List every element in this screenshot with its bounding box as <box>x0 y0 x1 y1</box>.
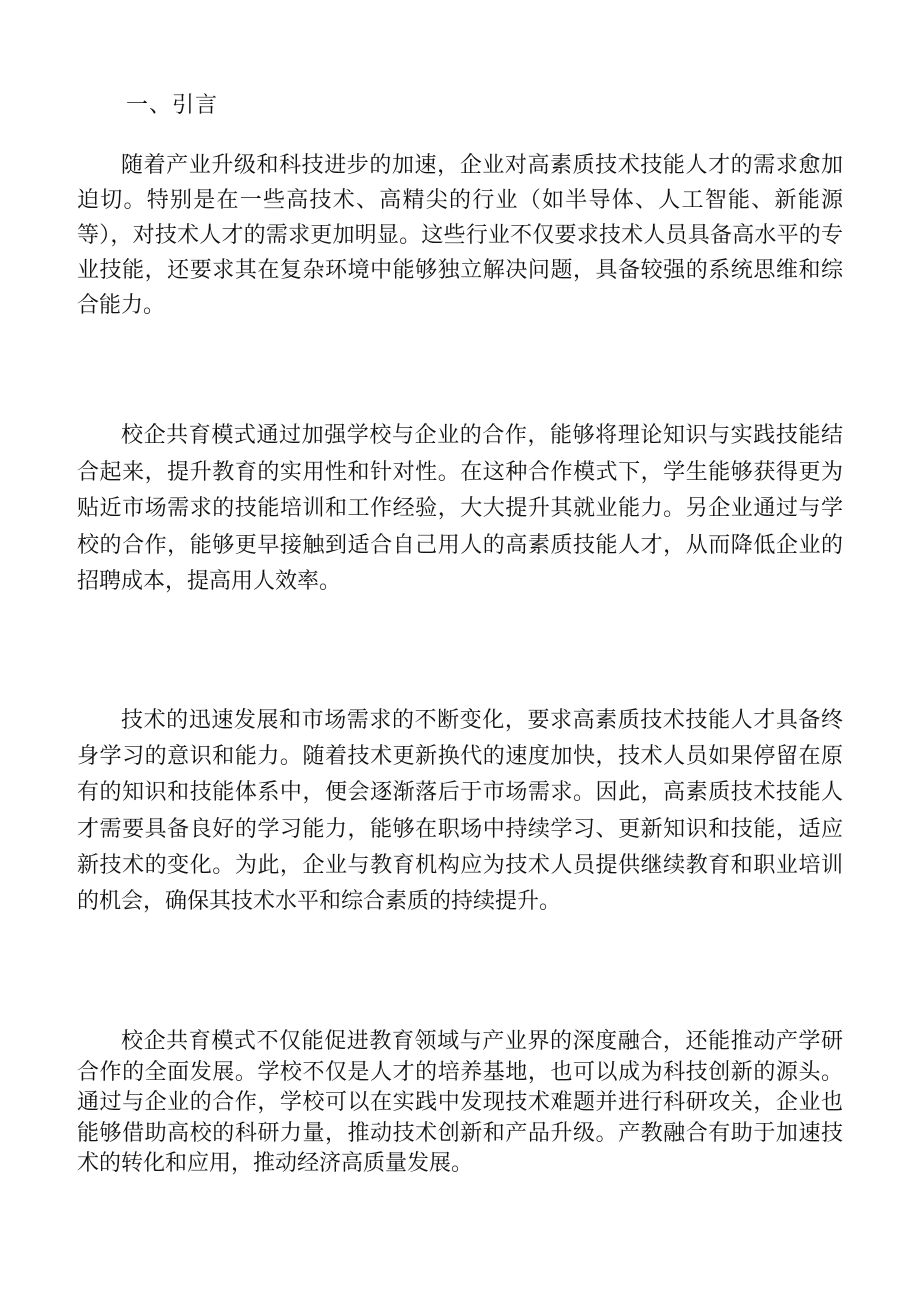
paragraph-lifelong-learning: 技术的迅速发展和市场需求的不断变化，要求高素质技术技能人才具备终身学习的意识和能力。随着技术更新换代的速度加快，技术人员如果停留在原有的知识和技能体系中，便会逐渐落后于市场需求。因此，高素质技术技能人才需要具备良好的学习能力，能够在职场中持续学习、更新知识和技能，适应新技术的变化。为此，企业与教育机构应为技术人员提供继续教育和职业培训的机会，确保其技术水平和综合素质的持续提升。 <box>77 708 843 915</box>
paragraph-school-enterprise-model: 校企共育模式通过加强学校与企业的合作，能够将理论知识与实践技能结合起来，提升教育的实用性和针对性。在这种合作模式下，学生能够获得更为贴近市场需求的技能培训和工作经验，大大提升其就业能力。另企业通过与学校的合作，能够更早接触到适合自己用人的高素质技能人才，从而降低企业的招聘成本，提高用人效率。 <box>77 423 843 595</box>
paragraph-industry-research-integration: 校企共育模式不仅能促进教育领域与产业界的深度融合，还能推动产学研合作的全面发展。学校不仅是人才的培养基地，也可以成为科技创新的源头。通过与企业的合作，学校可以在实践中发现技术难题并进行科研攻关，企业也能够借助高校的科研力量，推动技术创新和产品升级。产教融合有助于加速技术的转化和应用，推动经济高质量发展。 <box>77 1029 843 1176</box>
paragraph-talent-demand: 随着产业升级和科技进步的加速，企业对高素质技术技能人才的需求愈加迫切。特别是在一些高技术、高精尖的行业（如半导体、人工智能、新能源等），对技术人才的需求更加明显。这些行业不仅要求技术人员具备高水平的专业技能，还要求其在复杂环境中能够独立解决问题，具备较强的系统思维和综合能力。 <box>77 153 843 318</box>
section-heading: 一、引言 <box>126 93 219 118</box>
